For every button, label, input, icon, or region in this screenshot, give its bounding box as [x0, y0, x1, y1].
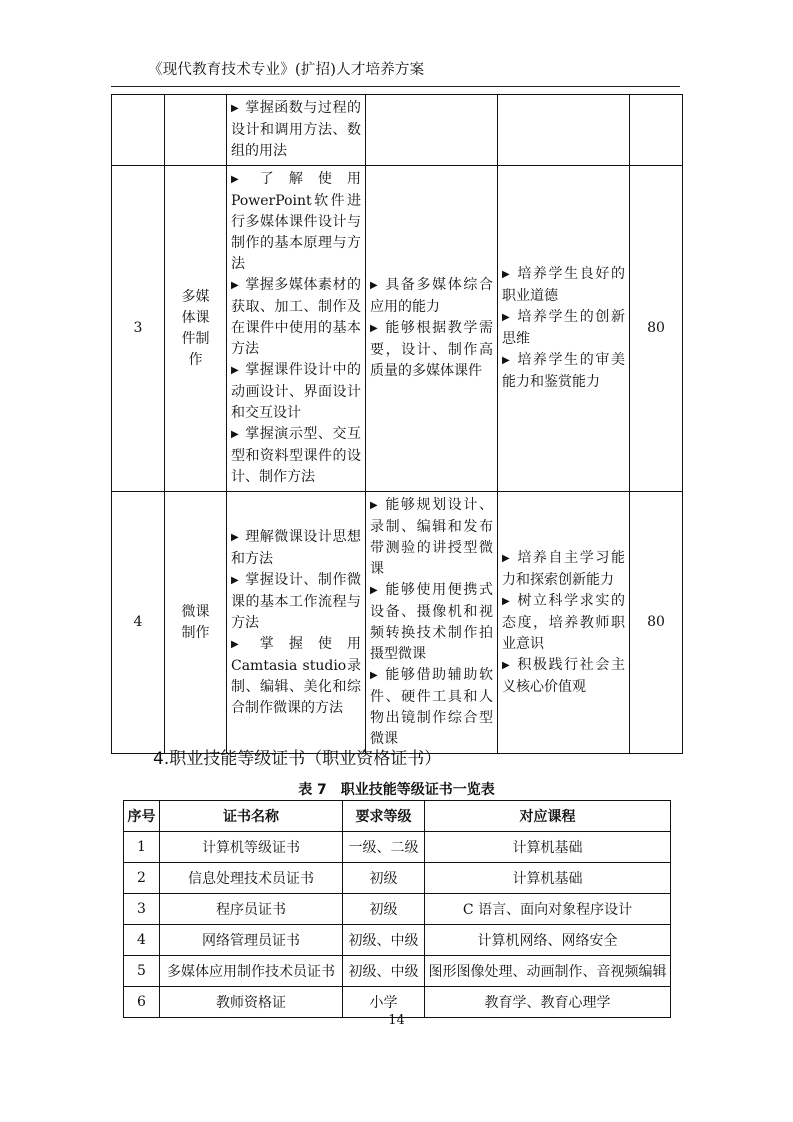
triangle-bullet-icon: ▶ — [231, 574, 240, 586]
list-item: ▶ 掌握函数与过程的设计和调用方法、数组的用法 — [231, 100, 361, 159]
triangle-bullet-icon: ▶ — [231, 638, 254, 650]
triangle-bullet-icon: ▶ — [370, 670, 380, 681]
quality-cell — [498, 492, 630, 754]
table-cell: 3 — [124, 894, 160, 925]
table-cell: 初级、中级 — [343, 956, 425, 987]
triangle-bullet-icon: ▶ — [231, 174, 254, 185]
table-cell: 计算机基础 — [425, 832, 671, 863]
triangle-bullet-icon: ▶ — [502, 355, 512, 366]
hours-cell: 80 — [630, 492, 683, 754]
table-cell: 2 — [124, 863, 160, 894]
triangle-bullet-icon: ▶ — [502, 312, 512, 323]
list-item: ▶ 培养学生的审美能力和鉴赏能力 — [502, 352, 625, 390]
course-table — [111, 94, 683, 754]
table-cell: 1 — [124, 832, 160, 863]
list-item: ▶ 掌握演示型、交互型和资料型课件的设计、制作方法 — [231, 426, 361, 485]
list-item: ▶ 具备多媒体综合应用的能力 — [370, 277, 493, 315]
table-row — [112, 492, 683, 754]
column-header: 对应课程 — [425, 801, 671, 832]
table-cell: C 语言、面向对象程序设计 — [425, 894, 671, 925]
table-row — [124, 894, 671, 925]
table-header-row — [124, 801, 671, 832]
table-cell: 一级、二级 — [343, 832, 425, 863]
column-header: 序号 — [124, 801, 160, 832]
list-item: ▶ 积极践行社会主义核心价值观 — [502, 656, 625, 695]
table-cell: 初级、中级 — [343, 925, 425, 956]
quality-cell — [498, 166, 630, 492]
section-title: 4.职业技能等级证书（职业资格证书） — [153, 749, 442, 769]
triangle-bullet-icon: ▶ — [502, 269, 512, 280]
list-item: ▶ 理解微课设计思想和方法 — [231, 528, 361, 567]
triangle-bullet-icon: ▶ — [370, 585, 380, 596]
table-cell: 教师资格证 — [160, 987, 343, 1018]
triangle-bullet-icon: ▶ — [231, 429, 240, 440]
num-cell: 3 — [112, 166, 165, 492]
list-item: ▶ 培养自主学习能力和探索创新能力 — [502, 549, 625, 588]
ability-cell — [366, 95, 498, 166]
list-item: ▶ 掌握设计、制作微课的基本工作流程与方法 — [231, 571, 361, 631]
list-item: ▶ 能够根据教学需要，设计、制作高质量的多媒体课件 — [370, 320, 493, 379]
table-cell: 计算机网络、网络安全 — [425, 925, 671, 956]
column-header: 要求等级 — [343, 801, 425, 832]
list-item: ▶ 掌握课件设计中的动画设计、界面设计和交互设计 — [231, 362, 361, 421]
list-item: ▶ 能够借助辅助软件、硬件工具和人物出镜制作综合型微课 — [370, 667, 493, 747]
triangle-bullet-icon: ▶ — [502, 595, 512, 607]
list-item: ▶ 树立科学求实的态度，培养教师职业意识 — [502, 592, 625, 652]
list-item: ▶ 掌握使用Camtasia studio录制、编辑、美化和综合制作微课的方法 — [231, 635, 361, 716]
triangle-bullet-icon: ▶ — [370, 500, 380, 511]
table-cell: 多媒体应用制作技术员证书 — [160, 956, 343, 987]
table-cell: 计算机等级证书 — [160, 832, 343, 863]
table-row — [124, 832, 671, 863]
table-cell: 6 — [124, 987, 160, 1018]
list-item: ▶ 掌握多媒体素材的获取、加工、制作及在课件中使用的基本方法 — [231, 277, 361, 357]
table-row — [124, 956, 671, 987]
table-cell: 5 — [124, 956, 160, 987]
table-row — [124, 925, 671, 956]
num-cell: 4 — [112, 492, 165, 754]
table-cell: 初级 — [343, 894, 425, 925]
triangle-bullet-icon: ▶ — [231, 103, 240, 114]
list-item: ▶ 培养学生的创新思维 — [502, 309, 625, 347]
table-cell: 教育学、教育心理学 — [425, 987, 671, 1018]
header-divider — [111, 86, 680, 87]
triangle-bullet-icon: ▶ — [502, 659, 512, 671]
triangle-bullet-icon: ▶ — [231, 280, 240, 291]
table-cell: 计算机基础 — [425, 863, 671, 894]
table-cell: 网络管理员证书 — [160, 925, 343, 956]
triangle-bullet-icon: ▶ — [231, 365, 240, 376]
table-row — [112, 95, 683, 166]
num-cell — [112, 95, 165, 166]
table-cell: 图形图像处理、动画制作、音视频编辑 — [425, 956, 671, 987]
knowledge-cell — [227, 492, 366, 754]
hours-cell — [630, 95, 683, 166]
quality-cell — [498, 95, 630, 166]
triangle-bullet-icon: ▶ — [370, 280, 380, 291]
table-caption: 表 7 职业技能等级证书一览表 — [298, 782, 495, 798]
list-item: ▶ 培养学生良好的职业道德 — [502, 266, 625, 304]
course-name-cell: 微课制作 — [165, 492, 227, 754]
table-cell: 信息处理技术员证书 — [160, 863, 343, 894]
hours-cell: 80 — [630, 166, 683, 492]
table-row — [112, 166, 683, 492]
column-header: 证书名称 — [160, 801, 343, 832]
list-item: ▶ 能够使用便携式设备、摄像机和视频转换技术制作拍摄型微课 — [370, 582, 493, 662]
table-cell: 小学 — [343, 987, 425, 1018]
table-row — [124, 863, 671, 894]
knowledge-cell — [227, 95, 366, 166]
page-number: 14 — [388, 1013, 405, 1028]
knowledge-cell — [227, 166, 366, 492]
table-cell: 初级 — [343, 863, 425, 894]
course-name-cell: 多媒体课件制作 — [165, 166, 227, 492]
table-cell: 4 — [124, 925, 160, 956]
course-name-cell — [165, 95, 227, 166]
triangle-bullet-icon: ▶ — [231, 531, 240, 543]
ability-cell — [366, 166, 498, 492]
triangle-bullet-icon: ▶ — [502, 552, 512, 564]
list-item: ▶ 能够规划设计、录制、编辑和发布带测验的讲授型微课 — [370, 497, 493, 577]
list-item: ▶ 了解使用PowerPoint软件进行多媒体课件设计与制作的基本原理与方法 — [231, 171, 361, 272]
triangle-bullet-icon: ▶ — [370, 323, 380, 334]
page-header-title: 《现代教育技术专业》(扩招)人才培养方案 — [148, 62, 425, 78]
certificate-table — [123, 800, 671, 1018]
table-cell: 程序员证书 — [160, 894, 343, 925]
ability-cell — [366, 492, 498, 754]
